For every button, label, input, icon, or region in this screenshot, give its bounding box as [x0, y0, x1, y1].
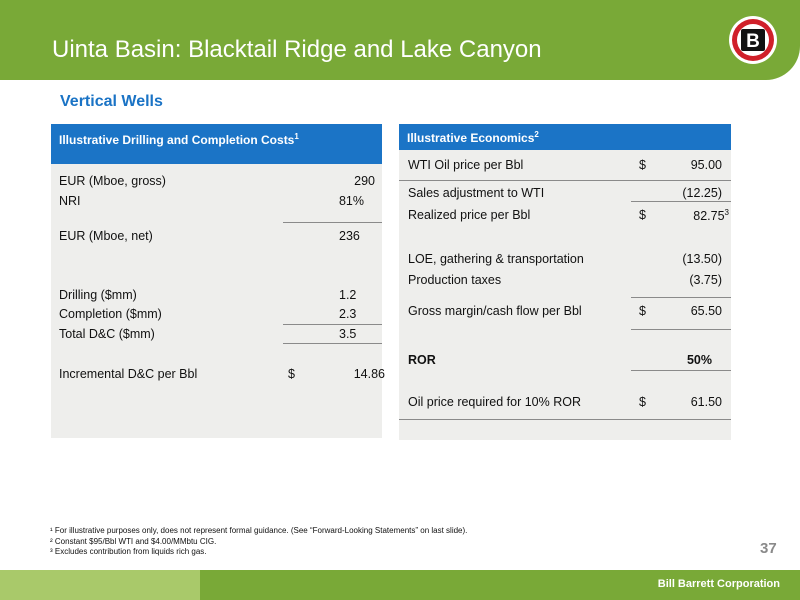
drilling-label: Drilling ($mm) — [59, 288, 137, 302]
oil-req-value: 61.50 — [690, 395, 722, 409]
logo-letter: B — [746, 31, 760, 52]
total-underline — [283, 343, 382, 344]
wti-value: 95.00 — [690, 158, 722, 172]
footnote-3: ³ Excludes contribution from liquids rich gas. — [50, 547, 207, 556]
oil-req-divider — [399, 419, 731, 420]
costs-panel — [51, 124, 385, 438]
total-value: 3.5 — [339, 327, 357, 341]
oil-req-label: Oil price required for 10% ROR — [408, 395, 581, 409]
eur-net-value: 236 — [339, 229, 360, 243]
loe-value: (13.50) — [682, 252, 722, 266]
oil-req-currency: $ — [639, 395, 646, 409]
completion-label: Completion ($mm) — [59, 307, 162, 321]
total-divider — [283, 324, 382, 325]
page-number: 37 — [760, 540, 777, 557]
wti-currency: $ — [639, 158, 646, 172]
taxes-value: (3.75) — [689, 273, 722, 287]
economics-heading-footnote: 2 — [534, 130, 539, 139]
section-subtitle: Vertical Wells — [60, 93, 163, 110]
ror-underline — [631, 370, 731, 371]
realized-value: 82.75$^3$ — [693, 208, 729, 224]
realized-currency: $ — [639, 208, 646, 222]
eur-gross-value: 290 — [354, 174, 375, 188]
footer-bar-left — [0, 570, 200, 600]
nri-value: 81% — [338, 194, 364, 208]
loe-label: LOE, gathering & transportation — [408, 252, 584, 266]
slide-title: Uinta Basin: Blacktail Ridge and Lake Canyon — [52, 36, 542, 63]
ror-value: 50% — [686, 353, 712, 367]
footnotes — [50, 526, 467, 558]
realized-footnote: 3 — [724, 208, 729, 217]
incremental-label: Incremental D&C per Bbl — [59, 367, 198, 381]
gross-margin-divider — [631, 329, 731, 330]
wti-label: WTI Oil price per Bbl — [408, 158, 524, 172]
company-name: Bill Barrett Corporation — [657, 578, 780, 590]
realized-label: Realized price per Bbl — [408, 208, 531, 222]
economics-heading: Illustrative Economics$^2$ — [399, 124, 731, 150]
sales-adj-divider — [631, 201, 731, 202]
nri-label: NRI — [59, 194, 81, 208]
gross-margin-label: Gross margin/cash flow per Bbl — [408, 304, 582, 318]
eur-gross-label: EUR (Mboe, gross) — [59, 174, 166, 188]
company-logo-icon — [728, 15, 778, 65]
eur-net-label: EUR (Mboe, net) — [59, 229, 153, 243]
sales-adj-label: Sales adjustment to WTI — [408, 186, 545, 200]
gross-margin-value: 65.50 — [690, 304, 722, 318]
drilling-value: 1.2 — [339, 288, 357, 302]
taxes-divider — [631, 297, 731, 298]
eur-divider — [283, 222, 382, 223]
footnote-2: ² Constant $95/Bbl WTI and $4.00/MMbtu CIG. — [50, 536, 217, 546]
gross-margin-currency: $ — [639, 304, 646, 318]
incremental-currency: $ — [288, 367, 295, 381]
wti-divider — [399, 180, 731, 181]
costs-heading: Illustrative Drilling and Completion Costs$^1$ — [51, 124, 382, 164]
incremental-value: 14.86 — [353, 367, 385, 381]
total-label: Total D&C ($mm) — [59, 327, 155, 341]
ror-label: ROR — [408, 353, 436, 367]
completion-value: 2.3 — [339, 307, 357, 321]
sales-adj-value: (12.25) — [682, 186, 722, 200]
economics-panel — [399, 124, 731, 440]
costs-heading-footnote: 1 — [294, 132, 299, 141]
footnote-1: ¹ For illustrative purposes only, does not represent formal guidance. (See “Forward-Looking Statements” on last slide). — [50, 526, 468, 535]
taxes-label: Production taxes — [408, 273, 502, 287]
